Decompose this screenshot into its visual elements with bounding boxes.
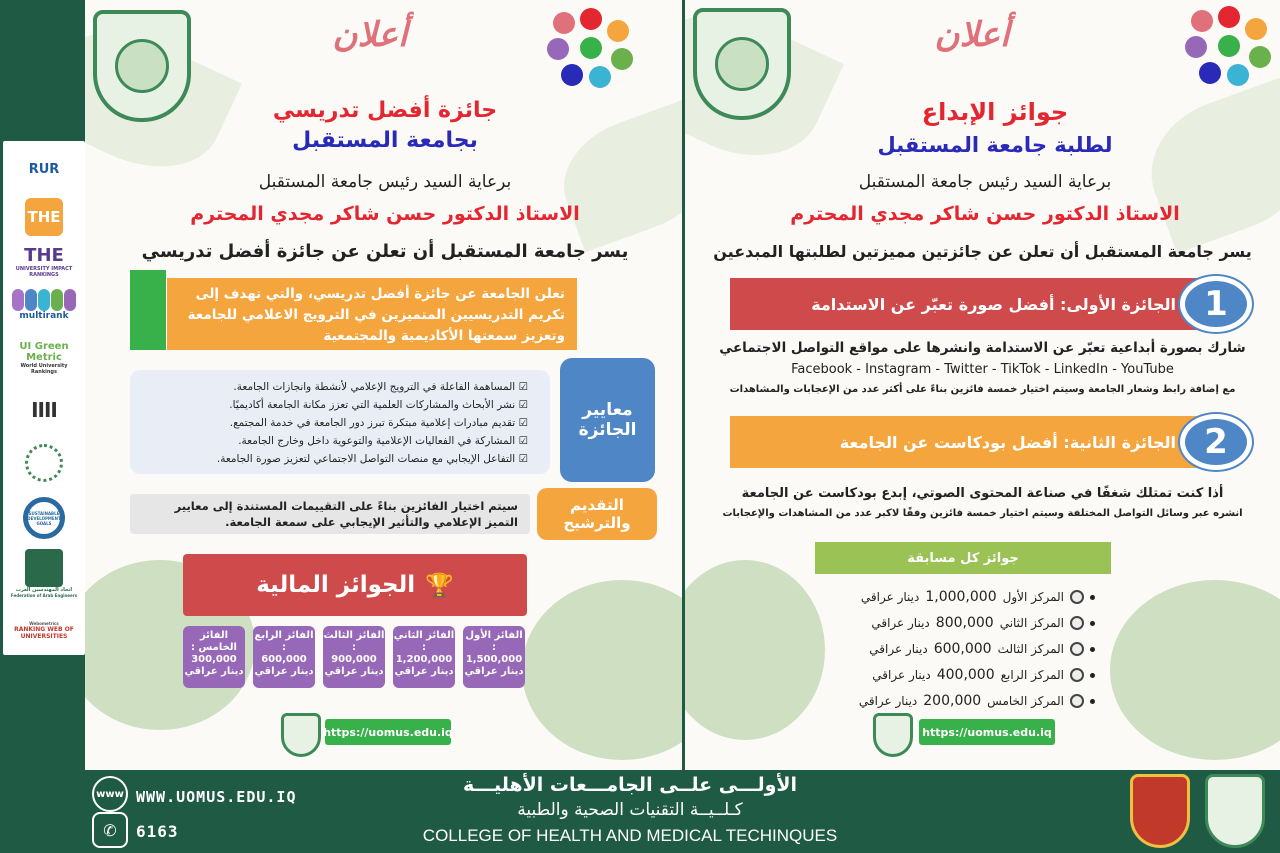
criteria-item: ☑ المشاركة في الفعاليات الإعلامية والتوعوية داخل وخارج الجامعة.	[138, 432, 528, 450]
columns-logo: IIII	[31, 398, 57, 422]
prize-card-4: الفائز الرابع : 600,000 دينار عراقي	[253, 626, 315, 688]
prize-card-3: الفائز الثالث : 900,000 دينار عراقي	[323, 626, 385, 688]
criteria-item: ☑ التفاعل الإيجابي مع منصات التواصل الاجتماعي لتعزيز صورة الجامعة.	[138, 450, 528, 468]
patron-name: الاستاذ الدكتور حسن شاكر مجدي المحترم	[190, 203, 580, 225]
poster-title: جائزة أفضل تدريسي	[272, 98, 498, 123]
prizes-header: جوائز كل مسابقة	[815, 542, 1111, 574]
place-row: المركز الخامس 200,000 دينار عراقي	[815, 688, 1095, 714]
award2-description: أذا كنت تمتلك شغفًا في صناعة المحتوى الصوتي، إبدع بودكاست عن الجامعة	[741, 486, 1224, 501]
trophy-icon: 🏆	[425, 572, 454, 599]
community-logo	[1185, 6, 1273, 88]
globe-icon: www	[92, 776, 128, 812]
nomination-text: سيتم اختيار الفائزين بناءً على التقييمات المستندة إلى معايير التميز الإعلامي والتأثير الإيجابي على سمعة الجامعة.	[130, 494, 530, 534]
footer	[0, 770, 1280, 853]
award1-platforms: Facebook - Instagram - Twitter - TikTok - LinkedIn - YouTube	[791, 362, 1174, 377]
leaf-decoration	[522, 580, 682, 760]
greenmetric-logo: UI Green Metric World University Rankings	[19, 341, 69, 375]
place-row: المركز الثاني 800,000 دينار عراقي	[815, 610, 1095, 636]
criteria-item: ☑ المساهمة الفاعلة في الترويج الإعلامي لأنشطة وانجازات الجامعة.	[138, 378, 528, 396]
university-seal-small	[281, 713, 321, 757]
award1-note: مع إضافة رابط وشعار الجامعة وسيتم اختيار خمسة فائزين بناءً على أكثر عدد من الإعجابات والمشاهدات	[729, 384, 1236, 395]
announcement: يسر جامعة المستقبل أن تعلن عن جائزة أفضل تدريسي	[141, 241, 629, 262]
footer-phone: 6163	[136, 822, 179, 841]
rankings-strip	[3, 141, 85, 655]
college-seal	[1130, 774, 1190, 848]
footer-line3: COLLEGE OF HEALTH AND MEDICAL TECHINQUES	[422, 826, 838, 845]
website-link[interactable]: https://uomus.edu.iq	[919, 719, 1055, 745]
medal-icon	[1070, 668, 1084, 682]
patron-line: برعاية السيد رئيس جامعة المستقبل	[258, 172, 512, 192]
award2-note: انشره عبر وسائل التواصل المختلفة وسيتم اختيار خمسة فائزين وفقًا لاكبر عدد من المشاهدات والإعجابات	[722, 508, 1243, 519]
prize-card-2: الفائز الثاني : 1,200,000 دينار عراقي	[393, 626, 455, 688]
prize-card-1: الفائز الأول : 1,500,000 دينار عراقي	[463, 626, 525, 688]
rur-logo: RUR	[28, 161, 60, 177]
award2-bar: الجائزة الثانية: أفضل بودكاست عن الجامعة	[730, 416, 1200, 468]
patron-name: الاستاذ الدكتور حسن شاكر مجدي المحترم	[790, 203, 1180, 225]
university-logo	[693, 8, 791, 120]
footer-line2: كـلــيــة التقنيات الصحية والطبية	[517, 800, 743, 820]
leaf-decoration	[1110, 580, 1280, 760]
leaf-decoration	[685, 560, 825, 740]
the-impact-logo: THE UNIVERSITY IMPACT RANKINGS	[15, 244, 73, 278]
arab-rank-logo	[9, 441, 79, 485]
criteria-item: ☑ نشر الأبحاث والمشاركات العلمية التي تعزز مكانة الجامعة أكاديميًا.	[138, 396, 528, 414]
award1-number: 1	[1180, 276, 1252, 332]
award1-description: شارك بصورة أبداعية تعبّر عن الاستدامة وانشرها على مواقع التواصل الاجتماعي	[719, 340, 1246, 356]
place-row: المركز الثالث 600,000 دينار عراقي	[815, 636, 1095, 662]
poster-title: جوائز الإبداع	[921, 98, 1069, 126]
place-row: المركز الرابع 400,000 دينار عراقي	[815, 662, 1095, 688]
green-accent	[130, 270, 166, 350]
medal-icon	[1070, 642, 1084, 656]
footer-line1: الأولـــى علــى الجامـــعات الأهليـــة	[462, 774, 798, 796]
medal-icon	[1070, 590, 1084, 604]
poster-subtitle: لطلبة جامعة المستقبل	[877, 133, 1113, 157]
criteria-box	[130, 370, 550, 474]
poster-subtitle: بجامعة المستقبل	[292, 128, 478, 153]
multirank-logo: multirank	[9, 283, 79, 327]
website-link[interactable]: https://uomus.edu.iq	[325, 719, 451, 745]
sdg-logo: SUSTAINABLE DEVELOPMENT GOALS	[9, 495, 79, 541]
university-logo	[93, 10, 191, 122]
announcement: يسر جامعة المستقبل أن تعلن عن جائزتين مميزتين لطلبتها المبدعين	[713, 242, 1252, 261]
webometrics-logo: Webometrics RANKING WEB OF UNIVERSITIES	[14, 620, 74, 640]
criteria-item: ☑ تقديم مبادرات إعلامية مبتكرة تبرز دور الجامعة في خدمة المجتمع.	[138, 414, 528, 432]
community-logo	[547, 8, 635, 90]
award2-number: 2	[1180, 414, 1252, 470]
eid-logo: أعلان	[934, 15, 1010, 55]
left-poster	[85, 0, 682, 770]
prizes-title: الجوائز المالية	[256, 572, 416, 598]
prize-card-5: الفائز الخامس : 300,000 دينار عراقي	[183, 626, 245, 688]
university-seal	[1205, 774, 1265, 848]
medal-icon	[1070, 694, 1084, 708]
university-seal-small	[873, 713, 913, 757]
prizes-banner	[183, 554, 527, 616]
award1-bar: الجائزة الأولى: أفضل صورة تعبّر عن الاستدامة	[730, 278, 1200, 330]
phone-icon: ✆	[92, 812, 128, 848]
medal-icon	[1070, 616, 1084, 630]
intro-box: تعلن الجامعة عن جائزة أفضل تدريسي، والتي تهدف إلى تكريم التدريسيين المتميزين في الترويج الاعلامي للجامعة وتعزيز سمعتها الأكاديمية والمجتمعية	[167, 278, 577, 350]
criteria-title: معايير الجائزة	[560, 358, 655, 482]
footer-website[interactable]: WWW.UOMUS.EDU.IQ	[136, 788, 297, 806]
places-list	[815, 584, 1095, 714]
the-logo: THE	[9, 197, 79, 237]
patron-line: برعاية السيد رئيس جامعة المستقبل	[858, 172, 1112, 192]
eid-logo: أعلان	[332, 15, 408, 55]
nomination-title: التقديم والترشيح	[537, 488, 657, 540]
arab-engineers-logo: اتحاد المهندسين العرب Federation of Arab Engineers	[9, 547, 79, 599]
place-row: المركز الأول 1,000,000 دينار عراقي	[815, 584, 1095, 610]
right-poster	[685, 0, 1280, 770]
